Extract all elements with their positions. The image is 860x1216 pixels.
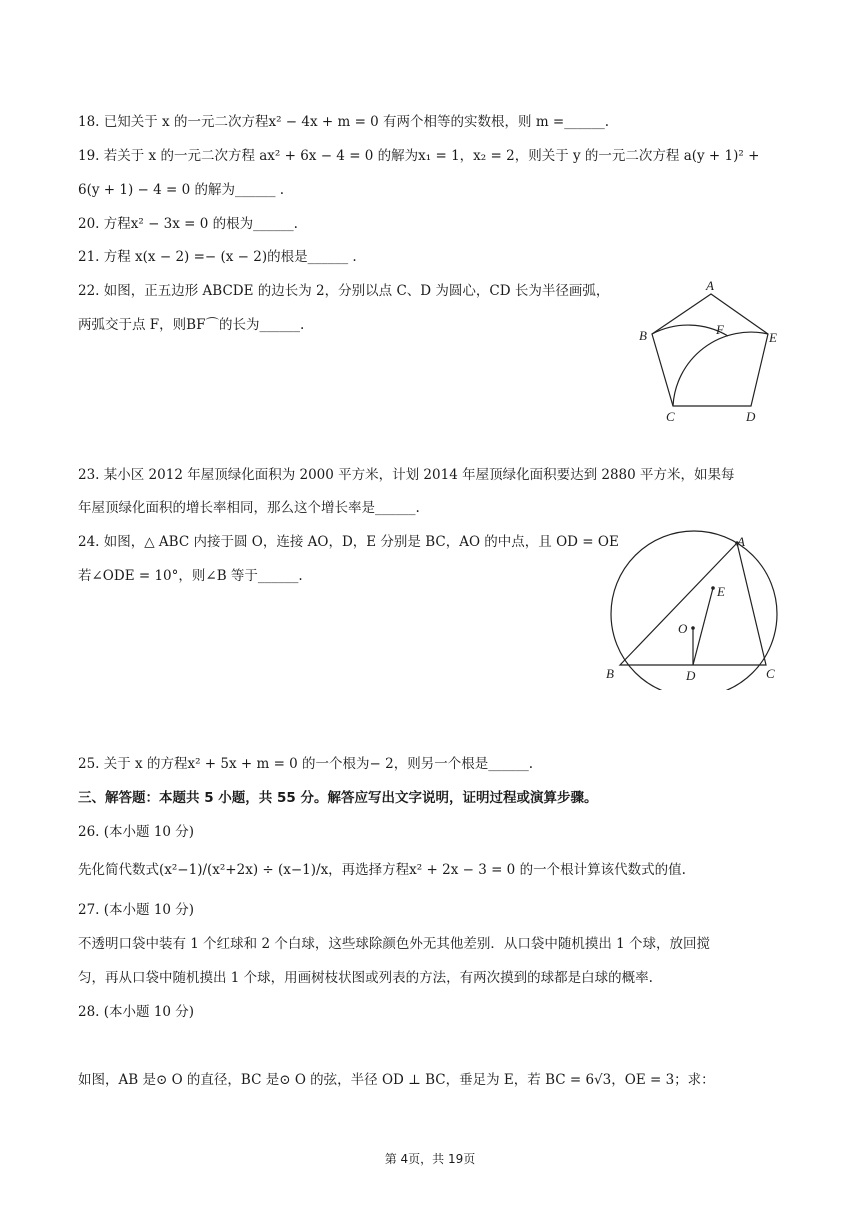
circle-label-D: D xyxy=(686,668,696,683)
question-24-line1: 24. 如图，△ ABC 内接于圆 O，连接 AO，D，E 分别是 BC，AO 的中点，且 OD = OE xyxy=(78,534,619,550)
pentagon-label-C: C xyxy=(666,409,675,424)
pentagon-label-D: D xyxy=(746,409,756,424)
circle-label-O: O xyxy=(678,621,688,636)
question-27-line1: 不透明口袋中装有 1 个红球和 2 个白球，这些球除颜色外无其他差别．从口袋中随机摸出 1 个球，放回搅 xyxy=(78,936,711,952)
question-27-line2: 匀，再从口袋中随机摸出 1 个球，用画树枝状图或列表的方法，有两次摸到的球都是白球的概率. xyxy=(78,970,653,986)
question-18: 18. 已知关于 x 的一元二次方程x² − 4x + m = 0 有两个相等的实数根，则 m =______. xyxy=(78,114,610,130)
circle-label-A: A xyxy=(737,534,745,549)
page-footer: 第 4页，共 19页 xyxy=(384,1152,476,1166)
question-21: 21. 方程 x(x − 2) =− (x − 2)的根是______ . xyxy=(78,249,357,265)
question-28-body: 如图，AB 是⊙ O 的直径，BC 是⊙ O 的弦，半径 OD ⊥ BC，垂足为 E，若 BC = 6√3，OE = 3；求： xyxy=(78,1072,715,1088)
question-26-heading: 26. (本小题 10 分) xyxy=(78,824,195,840)
question-22-line1: 22. 如图，正五边形 ABCDE 的边长为 2，分别以点 C、D 为圆心，CD 长为半径画弧， xyxy=(78,283,610,299)
section-3-heading: 三、解答题：本题共 5 小题，共 55 分。解答应写出文字说明，证明过程或演算步骤。 xyxy=(78,790,598,806)
circle-label-C: C xyxy=(766,666,775,681)
pentagon-label-B: B xyxy=(639,328,647,343)
question-27-heading: 27. (本小题 10 分) xyxy=(78,902,195,918)
circle-triangle-figure xyxy=(600,530,790,690)
pentagon-figure xyxy=(636,276,786,426)
question-23-line1: 23. 某小区 2012 年屋顶绿化面积为 2000 平方米，计划 2014 年屋顶绿化面积要达到 2880 平方米，如果每 xyxy=(78,467,735,483)
question-26-body: 先化简代数式(x²−1)/(x²+2x) ÷ (x−1)/x，再选择方程x² + 2x − 3 = 0 的一个根计算该代数式的值. xyxy=(78,862,686,878)
question-19-line1: 19. 若关于 x 的一元二次方程 ax² + 6x − 4 = 0 的解为x₁ = 1，x₂ = 2，则关于 y 的一元二次方程 a(y + 1)² + xyxy=(78,148,760,164)
question-22-line2: 两弧交于点 F，则BF⌒的长为______. xyxy=(78,317,305,333)
circle-label-B: B xyxy=(606,666,614,681)
circle-label-E: E xyxy=(717,584,725,599)
question-20: 20. 方程x² − 3x = 0 的根为______. xyxy=(78,216,298,232)
question-25: 25. 关于 x 的方程x² + 5x + m = 0 的一个根为− 2，则另一个根是______. xyxy=(78,756,534,772)
question-28-heading: 28. (本小题 10 分) xyxy=(78,1004,195,1020)
question-24-line2: 若∠ODE = 10°，则∠B 等于______. xyxy=(78,568,303,584)
pentagon-label-A: A xyxy=(706,278,714,293)
pentagon-label-F: F xyxy=(716,322,724,337)
question-23-line2: 年屋顶绿化面积的增长率相同，那么这个增长率是______. xyxy=(78,500,420,516)
question-19-line2: 6(y + 1) − 4 = 0 的解为______ . xyxy=(78,182,285,198)
pentagon-label-E: E xyxy=(769,330,777,345)
